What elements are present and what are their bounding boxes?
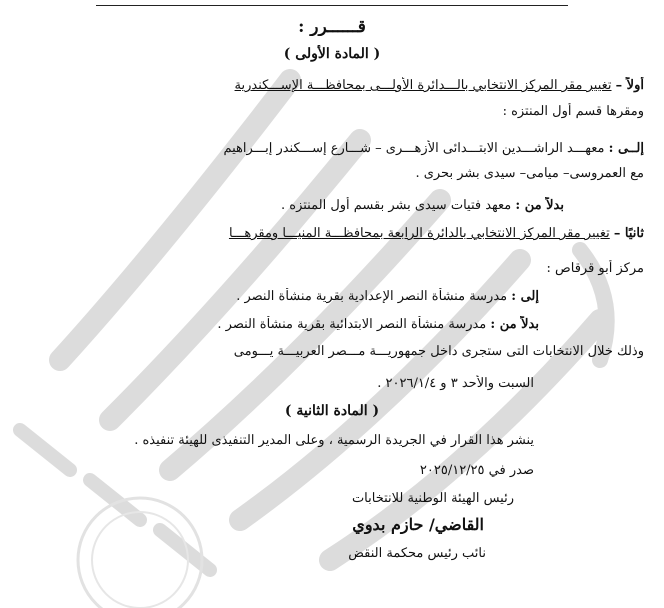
signatory-name: القاضي/ حازم بدوي [352,516,484,534]
instead-1-label: بدلاً من : [515,198,564,213]
decree-title: قــــــرر : [298,18,366,36]
from-1-continuation: مع العمروسى– ميامى– سيدى بشر بحرى . [415,166,644,181]
item-2-label: ثانيًا – [613,226,644,241]
issued-date: صدر في ٢٠٢٥/١٢/٢٥ [419,463,534,478]
from-1-line [20,140,644,158]
instead-2-label: بدلاً من : [490,317,539,332]
signatory-position: نائب رئيس محكمة النقض [348,546,486,561]
instead-2-line [20,316,539,334]
instead-1-text: معهد فتيات سيدى بشر بقسم أول المنتزه . [281,198,512,213]
from-1-label: إلــى : [608,141,644,156]
item-1-text: تغيير مقر المركز الانتخابي بالـــدائرة الأولـــى بمحافظـــة الإســـكندرية [234,78,612,93]
item-2-text: تغيير مقر المركز الانتخابي بالدائرة الرابعة بمحافظـــة المنيـــا ومقرهـــا [228,226,610,241]
item-2-continuation: مركز أبو قرقاص : [546,261,644,276]
article-2-heading: ( المادة الثانية ) [284,403,380,419]
elections-line-2: السبت والأحد ٣ و ٢٠٢٦/١/٤ . [377,376,534,391]
publish-line: ينشر هذا القرار في الجريدة الرسمية ، وعلى المدير التنفيذى للهيئة تنفيذه . [134,433,534,448]
item-2-line [20,225,644,243]
article-1-heading: ( المادة الأولى ) [283,46,381,62]
instead-1-line [20,197,564,215]
instead-2-text: مدرسة منشأة النصر الابتدائية بقرية منشأة النصر . [217,317,487,332]
item-1-line [20,77,644,95]
to-2-line [20,288,539,306]
signatory-title: رئيس الهيئة الوطنية للانتخابات [351,491,514,506]
to-2-label: إلى : [511,289,539,304]
from-1-text: معهـــد الراشـــدين الابتـــدائى الأزهـــرى – شـــارع إســـكندر إبـــراهيم [223,141,605,156]
elections-line-1: وذلك خلال الانتخابات التى ستجرى داخل جمهوريـــة مـــصر العربيـــة يـــومى [233,344,644,359]
item-1-continuation: ومقرها قسم أول المنتزه : [502,104,644,119]
to-2-text: مدرسة منشأة النصر الإعدادية بقرية منشأة النصر . [236,289,508,304]
item-1-label: أولاً – [615,78,644,93]
top-rule [96,5,568,6]
